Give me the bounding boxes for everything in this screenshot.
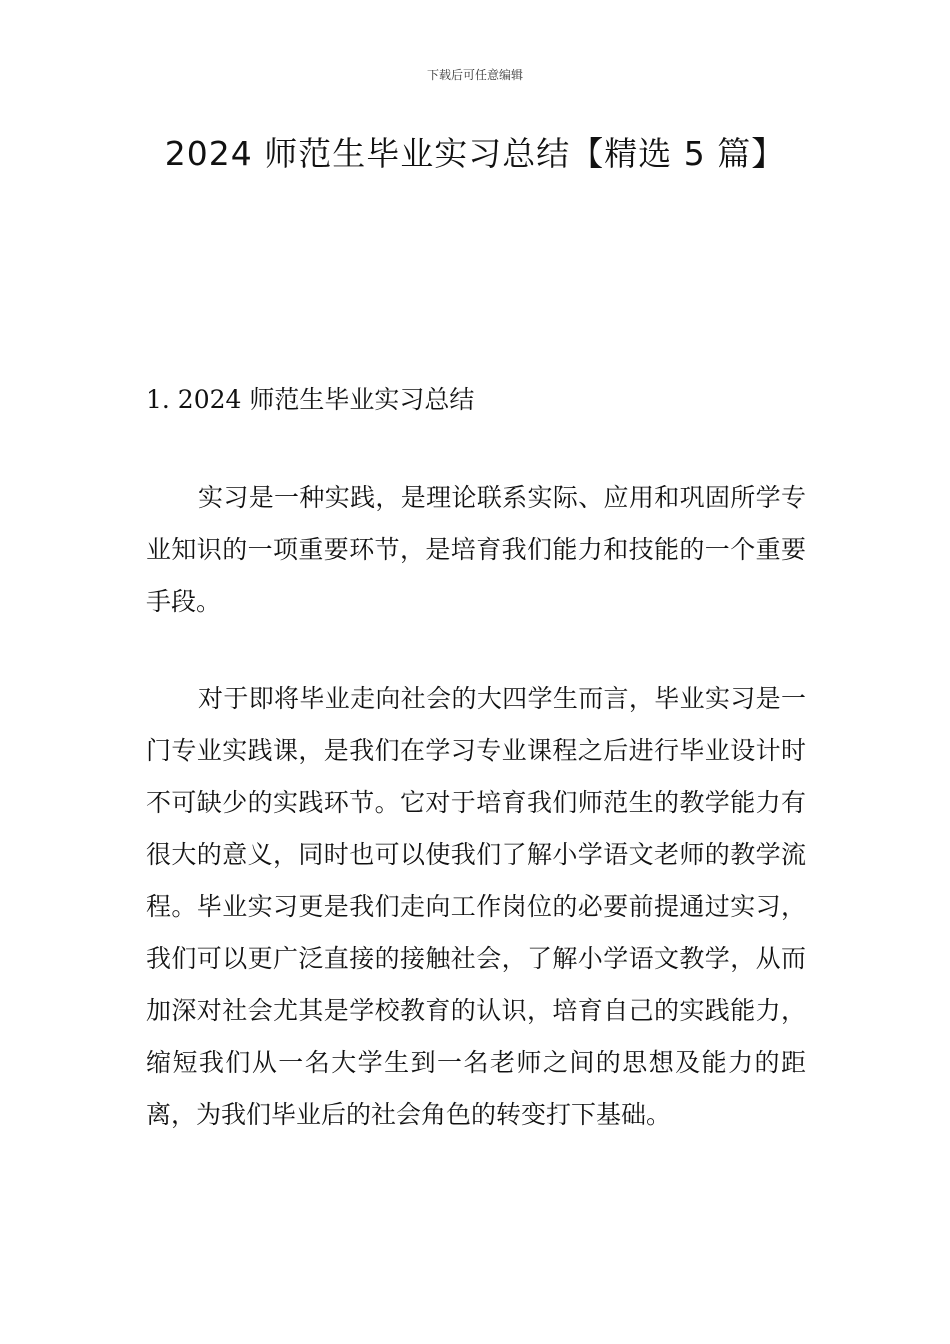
header-note: 下载后可任意编辑 <box>426 68 523 82</box>
section-heading: 1. 2024 师范生毕业实习总结 <box>146 385 475 414</box>
document-title: 2024 师范生毕业实习总结【精选 5 篇】 <box>164 134 786 173</box>
paragraph-intro: 实习是一种实践，是理论联系实际、应用和巩固所学专业知识的一项重要环节，是培育我们能力和技能的一个重要手段。 <box>146 483 806 616</box>
paragraph-body: 对于即将毕业走向社会的大四学生而言，毕业实习是一门专业实践课，是我们在学习专业课程之后进行毕业设计时不可缺少的实践环节。它对于培育我们师范生的教学能力有很大的意义，同时也可以使我们了解小学语文老师的教学流程。毕业实习更是我们走向工作岗位的必要前提通过实习，我们可以更广泛直接的接触社会，了解小学语文教学，从而加深对社会尤其是学校教育的认识，培育自己的实践能力，缩短我们从一名大学生到一名老师之间的思想及能力的距离，为我们毕业后的社会角色的转变打下基础。 <box>146 684 806 1129</box>
